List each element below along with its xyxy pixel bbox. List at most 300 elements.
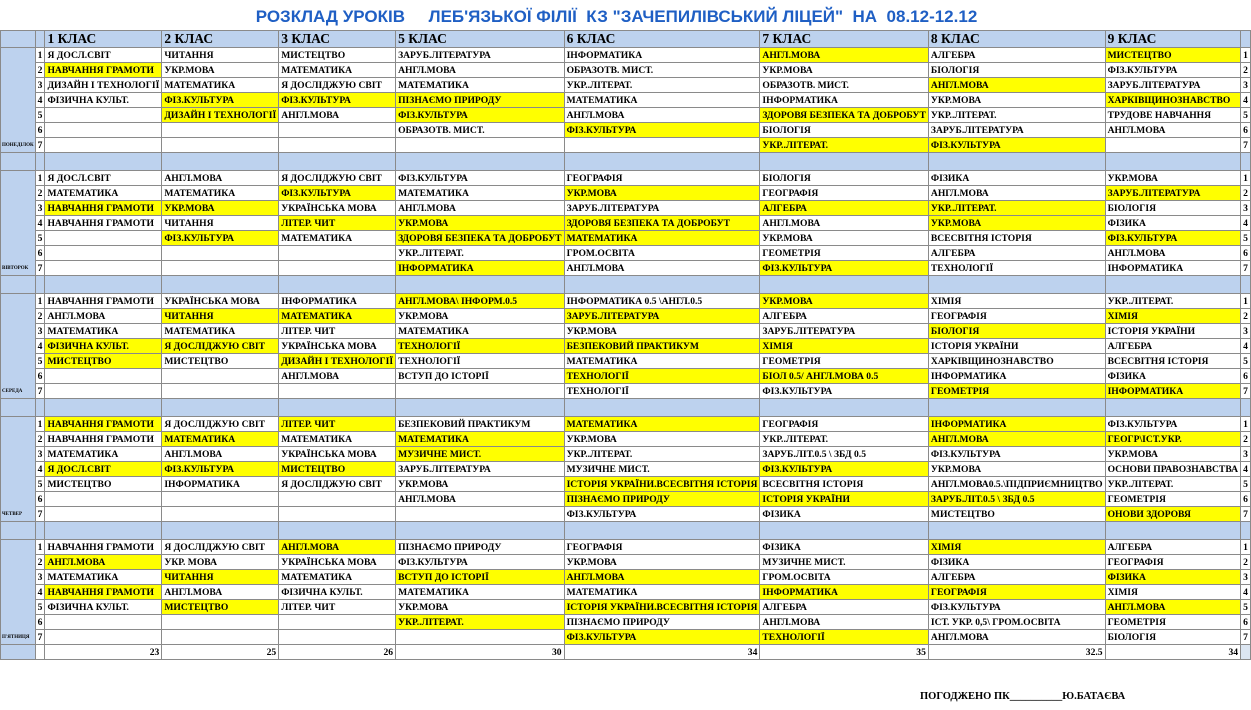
separator-cell xyxy=(396,276,565,294)
class-header: 1 КЛАС xyxy=(45,31,162,48)
lesson-number: 5 xyxy=(1241,231,1251,246)
lesson-cell: БІОЛОГІЯ xyxy=(760,171,929,186)
lesson-number: 1 xyxy=(35,417,45,432)
lesson-cell: ТЕХНОЛОГІЇ xyxy=(396,354,565,369)
lesson-cell: ГЕОГРАФІЯ xyxy=(1105,555,1240,570)
separator-cell xyxy=(35,522,45,540)
lesson-cell: Я ДОСЛІДЖУЮ СВІТ xyxy=(279,171,396,186)
lesson-cell: ГЕОГРАФІЯ xyxy=(760,417,929,432)
lesson-cell: ХІМІЯ xyxy=(928,294,1105,309)
separator-cell xyxy=(279,522,396,540)
lesson-cell: УКР..ЛІТЕРАТ. xyxy=(564,447,760,462)
lesson-cell: ЧИТАННЯ xyxy=(162,216,279,231)
lesson-cell: ГЕОМЕТРІЯ xyxy=(760,246,929,261)
lesson-number: 4 xyxy=(35,462,45,477)
lesson-number: 4 xyxy=(1241,462,1251,477)
lesson-number: 5 xyxy=(35,354,45,369)
lesson-cell: ФІЗ.КУЛЬТУРА xyxy=(279,186,396,201)
separator-cell xyxy=(396,522,565,540)
lesson-number: 7 xyxy=(35,138,45,153)
lesson-cell xyxy=(396,507,565,522)
table-row xyxy=(1,48,1251,63)
lesson-cell: АЛГЕБРА xyxy=(928,570,1105,585)
lesson-number: 5 xyxy=(35,600,45,615)
lesson-cell: ТРУДОВЕ НАВЧАННЯ xyxy=(1105,108,1240,123)
lesson-number: 6 xyxy=(1241,615,1251,630)
lesson-cell: ЗАРУБ.ЛІТЕРАТУРА xyxy=(1105,186,1240,201)
lesson-cell: АНГЛ.МОВА xyxy=(760,216,929,231)
lesson-cell: УКРАЇНСЬКА МОВА xyxy=(279,447,396,462)
lesson-cell: ХІМІЯ xyxy=(760,339,929,354)
lesson-cell: УКРАЇНСЬКА МОВА xyxy=(279,201,396,216)
separator-cell xyxy=(279,276,396,294)
separator-cell xyxy=(564,276,760,294)
lesson-cell: АНГЛ.МОВА xyxy=(928,78,1105,93)
lesson-cell: МАТЕМАТИКА xyxy=(564,231,760,246)
class-header: 7 КЛАС xyxy=(760,31,929,48)
lesson-cell: АЛГЕБРА xyxy=(1105,540,1240,555)
lesson-number: 3 xyxy=(35,201,45,216)
table-row xyxy=(1,78,1251,93)
table-row xyxy=(1,384,1251,399)
lesson-number: 3 xyxy=(1241,78,1251,93)
day-separator xyxy=(1,399,1251,417)
lesson-cell: ІНФОРМАТИКА xyxy=(928,369,1105,384)
lesson-cell: ФІЗИКА xyxy=(760,540,929,555)
separator-cell xyxy=(760,399,929,417)
class-header: 6 КЛАС xyxy=(564,31,760,48)
corner-cell xyxy=(35,31,45,48)
lesson-cell xyxy=(45,492,162,507)
lesson-cell: МАТЕМАТИКА xyxy=(45,324,162,339)
table-row xyxy=(1,186,1251,201)
lesson-cell: МАТЕМАТИКА xyxy=(279,570,396,585)
lesson-cell: ФІЗ.КУЛЬТУРА xyxy=(396,108,565,123)
separator-cell xyxy=(1241,522,1251,540)
hours-total: 34 xyxy=(564,645,760,660)
lesson-number: 7 xyxy=(35,507,45,522)
table-row xyxy=(1,447,1251,462)
lesson-number: 4 xyxy=(35,585,45,600)
hours-total: 35 xyxy=(760,645,929,660)
corner-cell xyxy=(1241,31,1251,48)
lesson-cell: МИСТЕЦТВО xyxy=(162,600,279,615)
lesson-cell: АНГЛ.МОВА xyxy=(279,540,396,555)
lesson-cell: Я ДОСЛІДЖУЮ СВІТ xyxy=(162,540,279,555)
lesson-cell: МАТЕМАТИКА xyxy=(162,186,279,201)
class-header: 9 КЛАС xyxy=(1105,31,1240,48)
lesson-number: 1 xyxy=(35,171,45,186)
lesson-cell xyxy=(45,123,162,138)
separator-cell xyxy=(1241,399,1251,417)
lesson-cell: ФІЗ.КУЛЬТУРА xyxy=(162,462,279,477)
approval-signature: ПОГОДЖЕНО ПК__________Ю.БАТАЄВА xyxy=(920,691,1126,702)
lesson-number: 2 xyxy=(35,186,45,201)
separator-cell xyxy=(760,522,929,540)
lesson-cell: ВСЕСВІТНЯ ІСТОРІЯ xyxy=(1105,354,1240,369)
table-row xyxy=(1,216,1251,231)
lesson-cell: МАТЕМАТИКА xyxy=(162,324,279,339)
lesson-number: 4 xyxy=(35,339,45,354)
lesson-cell: АНГЛ.МОВА xyxy=(928,630,1105,645)
lesson-cell: ЗДОРОВЯ БЕЗПЕКА ТА ДОБРОБУТ xyxy=(564,216,760,231)
separator-cell xyxy=(1105,522,1240,540)
table-row xyxy=(1,354,1251,369)
hours-total: 25 xyxy=(162,645,279,660)
lesson-number: 6 xyxy=(35,369,45,384)
table-row xyxy=(1,570,1251,585)
lesson-cell: АНГЛ.МОВА xyxy=(564,570,760,585)
table-row xyxy=(1,507,1251,522)
lesson-cell: ХІМІЯ xyxy=(1105,309,1240,324)
lesson-number: 5 xyxy=(1241,477,1251,492)
lesson-cell: ІНФОРМАТИКА xyxy=(760,93,929,108)
lesson-cell: ОБРАЗОТВ. МИСТ. xyxy=(760,78,929,93)
lesson-number: 5 xyxy=(1241,354,1251,369)
lesson-cell: ЛІТЕР. ЧИТ xyxy=(279,324,396,339)
lesson-number: 3 xyxy=(35,78,45,93)
lesson-cell: МАТЕМАТИКА xyxy=(396,324,565,339)
lesson-cell: НАВЧАННЯ ГРАМОТИ xyxy=(45,63,162,78)
lesson-number: 7 xyxy=(1241,261,1251,276)
separator-cell xyxy=(564,522,760,540)
lesson-cell: ФІЗ.КУЛЬТУРА xyxy=(928,600,1105,615)
lesson-cell: УКР..ЛІТЕРАТ. xyxy=(1105,477,1240,492)
lesson-cell: УКР..ЛІТЕРАТ. xyxy=(396,615,565,630)
day-label: ЧЕТВЕР xyxy=(1,417,36,522)
lesson-cell: ІСТ. УКР. 0,5\ ГРОМ.ОСВІТА xyxy=(928,615,1105,630)
class-header: 8 КЛАС xyxy=(928,31,1105,48)
lesson-cell: ГЕОГРАФІЯ xyxy=(928,309,1105,324)
lesson-cell: ФІЗ.КУЛЬТУРА xyxy=(760,462,929,477)
separator-cell xyxy=(396,153,565,171)
hours-total: 32.5 xyxy=(928,645,1105,660)
lesson-cell: УКР.МОВА xyxy=(396,477,565,492)
lesson-cell: УКР.МОВА xyxy=(928,462,1105,477)
hours-total: 26 xyxy=(279,645,396,660)
lesson-cell: ДИЗАЙН І ТЕХНОЛОГІЇ xyxy=(45,78,162,93)
separator-cell xyxy=(1241,153,1251,171)
lesson-cell: МАТЕМАТИКА xyxy=(564,93,760,108)
lesson-cell: ЛІТЕР. ЧИТ xyxy=(279,600,396,615)
separator-cell xyxy=(760,276,929,294)
lesson-cell: Я ДОСЛ.СВІТ xyxy=(45,462,162,477)
separator-cell xyxy=(564,153,760,171)
table-row xyxy=(1,93,1251,108)
lesson-cell: АНГЛ.МОВА xyxy=(279,108,396,123)
lesson-cell: ЧИТАННЯ xyxy=(162,48,279,63)
lesson-number: 1 xyxy=(35,294,45,309)
lesson-cell xyxy=(45,507,162,522)
lesson-cell: УКР.МОВА xyxy=(760,231,929,246)
lesson-cell: МАТЕМАТИКА xyxy=(396,78,565,93)
lesson-cell xyxy=(162,384,279,399)
lesson-cell xyxy=(45,369,162,384)
separator-cell xyxy=(1105,399,1240,417)
lesson-number: 6 xyxy=(1241,123,1251,138)
lesson-cell xyxy=(162,138,279,153)
corner-cell xyxy=(1,31,36,48)
lesson-cell xyxy=(564,138,760,153)
lesson-cell: УКР..ЛІТЕРАТ. xyxy=(760,138,929,153)
lesson-cell: ІСТОРІЯ УКРАЇНИ xyxy=(1105,324,1240,339)
lesson-number: 6 xyxy=(1241,246,1251,261)
lesson-cell: УКР.МОВА xyxy=(162,201,279,216)
lesson-number: 6 xyxy=(1241,492,1251,507)
lesson-cell: УКР.МОВА xyxy=(564,324,760,339)
lesson-cell: МАТЕМАТИКА xyxy=(564,585,760,600)
lesson-cell: Я ДОСЛ.СВІТ xyxy=(45,171,162,186)
table-row xyxy=(1,201,1251,216)
lesson-cell: ГЕОГР\ІСТ.УКР. xyxy=(1105,432,1240,447)
separator-cell xyxy=(1241,276,1251,294)
lesson-cell xyxy=(279,261,396,276)
lesson-cell: МАТЕМАТИКА xyxy=(45,447,162,462)
lesson-cell: БІОЛОГІЯ xyxy=(1105,201,1240,216)
lesson-cell: АНГЛ.МОВА xyxy=(1105,246,1240,261)
separator-cell xyxy=(279,153,396,171)
separator-cell xyxy=(1,153,36,171)
lesson-cell: АЛГЕБРА xyxy=(1105,339,1240,354)
lesson-cell: АНГЛ.МОВА xyxy=(45,555,162,570)
lesson-cell: МАТЕМАТИКА xyxy=(45,570,162,585)
lesson-cell: АНГЛ.МОВА xyxy=(928,186,1105,201)
separator-cell xyxy=(928,522,1105,540)
lesson-number: 7 xyxy=(1241,630,1251,645)
lesson-cell: ФІЗ.КУЛЬТУРА xyxy=(928,447,1105,462)
lesson-cell: АНГЛ.МОВА xyxy=(162,171,279,186)
lesson-cell: УКР.МОВА xyxy=(396,216,565,231)
lesson-cell: БЕЗПЕКОВИЙ ПРАКТИКУМ xyxy=(564,339,760,354)
day-separator xyxy=(1,153,1251,171)
lesson-cell: ФІЗИЧНА КУЛЬТ. xyxy=(45,600,162,615)
lesson-cell xyxy=(45,615,162,630)
lesson-cell xyxy=(396,138,565,153)
lesson-cell: ГРОМ.ОСВІТА xyxy=(564,246,760,261)
lesson-cell: МИСТЕЦТВО xyxy=(928,507,1105,522)
lesson-cell: АНГЛ.МОВА\ ІНФОРМ.0.5 xyxy=(396,294,565,309)
lesson-cell: НАВЧАННЯ ГРАМОТИ xyxy=(45,201,162,216)
table-row xyxy=(1,231,1251,246)
lesson-cell: УКР..ЛІТЕРАТ. xyxy=(928,108,1105,123)
lesson-cell: ТЕХНОЛОГІЇ xyxy=(760,630,929,645)
lesson-cell: НАВЧАННЯ ГРАМОТИ xyxy=(45,585,162,600)
lesson-cell: ЧИТАННЯ xyxy=(162,570,279,585)
corner-cell xyxy=(1,645,36,660)
lesson-cell: ФІЗ.КУЛЬТУРА xyxy=(760,261,929,276)
lesson-cell: ЛІТЕР. ЧИТ xyxy=(279,417,396,432)
lesson-number: 3 xyxy=(1241,570,1251,585)
lesson-cell: МАТЕМАТИКА xyxy=(279,309,396,324)
lesson-cell: ЗАРУБ.ЛІТ.0.5 \ ЗБД 0.5 xyxy=(928,492,1105,507)
lesson-cell xyxy=(279,123,396,138)
corner-cell xyxy=(35,645,45,660)
lesson-cell xyxy=(162,369,279,384)
lesson-cell: ДИЗАЙН І ТЕХНОЛОГІЇ xyxy=(279,354,396,369)
separator-cell xyxy=(162,522,279,540)
day-label: СЕРЕДА xyxy=(1,294,36,399)
lesson-number: 7 xyxy=(35,630,45,645)
lesson-number: 6 xyxy=(1241,369,1251,384)
lesson-cell xyxy=(162,615,279,630)
table-row xyxy=(1,138,1251,153)
lesson-cell: ОНОВИ ЗДОРОВЯ xyxy=(1105,507,1240,522)
lesson-cell: МИСТЕЦТВО xyxy=(279,462,396,477)
lesson-cell: АНГЛ.МОВА0.5.\ПІДПРИЄМНИЦТВО xyxy=(928,477,1105,492)
separator-cell xyxy=(1105,276,1240,294)
day-label: ПОНЕДІЛОК xyxy=(1,48,36,153)
lesson-cell: МИСТЕЦТВО xyxy=(45,354,162,369)
lesson-cell: ЛІТЕР. ЧИТ xyxy=(279,216,396,231)
lesson-cell: ЗАРУБ.ЛІТЕРАТУРА xyxy=(564,309,760,324)
lesson-cell: ГЕОМЕТРІЯ xyxy=(928,384,1105,399)
table-row xyxy=(1,417,1251,432)
lesson-cell xyxy=(279,384,396,399)
table-row xyxy=(1,432,1251,447)
lesson-cell: ІСТОРІЯ УКРАЇНИ.ВСЕСВІТНЯ ІСТОРІЯ xyxy=(564,600,760,615)
lesson-number: 6 xyxy=(35,123,45,138)
lesson-cell xyxy=(1105,138,1240,153)
lesson-cell: БІОЛОГІЯ xyxy=(760,123,929,138)
lesson-number: 3 xyxy=(1241,447,1251,462)
lesson-cell: МИСТЕЦТВО xyxy=(1105,48,1240,63)
lesson-cell: НАВЧАННЯ ГРАМОТИ xyxy=(45,540,162,555)
lesson-cell: ГЕОГРАФІЯ xyxy=(564,171,760,186)
separator-cell xyxy=(35,153,45,171)
lesson-cell: УКР..ЛІТЕРАТ. xyxy=(928,201,1105,216)
lesson-cell: ІНФОРМАТИКА xyxy=(162,477,279,492)
lesson-cell: УКР.МОВА xyxy=(564,555,760,570)
lesson-cell: ЗДОРОВЯ БЕЗПЕКА ТА ДОБРОБУТ xyxy=(396,231,565,246)
table-row xyxy=(1,63,1251,78)
lesson-number: 4 xyxy=(35,93,45,108)
table-row xyxy=(1,309,1251,324)
lesson-cell: АЛГЕБРА xyxy=(928,48,1105,63)
lesson-cell: ІСТОРІЯ УКРАЇНИ xyxy=(760,492,929,507)
lesson-cell: МУЗИЧНЕ МИСТ. xyxy=(396,447,565,462)
schedule-table xyxy=(0,30,1251,660)
lesson-cell xyxy=(279,507,396,522)
lesson-cell: ФІЗИКА xyxy=(1105,369,1240,384)
lesson-cell: МАТЕМАТИКА xyxy=(564,354,760,369)
lesson-cell: ІНФОРМАТИКА xyxy=(928,417,1105,432)
lesson-cell: ФІЗ.КУЛЬТУРА xyxy=(1105,231,1240,246)
lesson-cell: ХАРКІВЩИНОЗНАВСТВО xyxy=(928,354,1105,369)
lesson-number: 7 xyxy=(35,261,45,276)
separator-cell xyxy=(760,153,929,171)
lesson-number: 2 xyxy=(35,63,45,78)
table-row xyxy=(1,585,1251,600)
lesson-cell: ФІЗИЧНА КУЛЬТ. xyxy=(45,339,162,354)
lesson-cell: АЛГЕБРА xyxy=(760,600,929,615)
table-row xyxy=(1,294,1251,309)
lesson-cell: АНГЛ.МОВА xyxy=(928,432,1105,447)
separator-cell xyxy=(928,153,1105,171)
lesson-number: 4 xyxy=(1241,339,1251,354)
lesson-cell: ФІЗ.КУЛЬТУРА xyxy=(279,93,396,108)
lesson-number: 1 xyxy=(1241,540,1251,555)
lesson-cell xyxy=(45,384,162,399)
lesson-number: 7 xyxy=(35,384,45,399)
lesson-cell xyxy=(162,123,279,138)
lesson-cell: УКРАЇНСЬКА МОВА xyxy=(279,339,396,354)
day-separator xyxy=(1,276,1251,294)
separator-cell xyxy=(35,399,45,417)
lesson-cell: ФІЗ.КУЛЬТУРА xyxy=(928,138,1105,153)
lesson-number: 1 xyxy=(1241,171,1251,186)
lesson-cell: АНГЛ.МОВА xyxy=(1105,123,1240,138)
lesson-cell: Я ДОСЛІДЖУЮ СВІТ xyxy=(279,477,396,492)
lesson-number: 7 xyxy=(1241,507,1251,522)
lesson-cell: УКР.МОВА xyxy=(396,600,565,615)
lesson-cell xyxy=(279,246,396,261)
lesson-number: 6 xyxy=(35,615,45,630)
lesson-number: 2 xyxy=(1241,63,1251,78)
lesson-cell: МАТЕМАТИКА xyxy=(279,432,396,447)
lesson-cell: ВСТУП ДО ІСТОРІЇ xyxy=(396,570,565,585)
lesson-cell: АНГЛ.МОВА xyxy=(279,369,396,384)
corner-cell xyxy=(1241,645,1251,660)
separator-cell xyxy=(45,399,162,417)
lesson-number: 7 xyxy=(1241,384,1251,399)
lesson-cell: ПІЗНАЄМО ПРИРОДУ xyxy=(564,615,760,630)
header-row xyxy=(1,31,1251,48)
lesson-cell: МАТЕМАТИКА xyxy=(564,417,760,432)
lesson-cell: УКР.МОВА xyxy=(1105,171,1240,186)
lesson-cell: УКР.МОВА xyxy=(396,309,565,324)
lesson-cell: УКР..ЛІТЕРАТ. xyxy=(760,432,929,447)
lesson-cell: НАВЧАННЯ ГРАМОТИ xyxy=(45,294,162,309)
lesson-cell: АНГЛ.МОВА xyxy=(45,309,162,324)
lesson-cell: ВСЕСВІТНЯ ІСТОРІЯ xyxy=(760,477,929,492)
lesson-cell: ЗДОРОВЯ БЕЗПЕКА ТА ДОБРОБУТ xyxy=(760,108,929,123)
lesson-cell: УКР. МОВА xyxy=(162,555,279,570)
lesson-cell: Я ДОСЛ.СВІТ xyxy=(45,48,162,63)
lesson-cell: ФІЗ.КУЛЬТУРА xyxy=(1105,417,1240,432)
lesson-cell: ІНФОРМАТИКА 0.5 \АНГЛ.0.5 xyxy=(564,294,760,309)
lesson-number: 2 xyxy=(35,432,45,447)
lesson-cell: УКРАЇНСЬКА МОВА xyxy=(279,555,396,570)
lesson-cell xyxy=(279,630,396,645)
lesson-cell: ГЕОМЕТРІЯ xyxy=(1105,615,1240,630)
lesson-number: 3 xyxy=(1241,324,1251,339)
table-row xyxy=(1,369,1251,384)
lesson-cell: МИСТЕЦТВО xyxy=(279,48,396,63)
lesson-number: 2 xyxy=(1241,432,1251,447)
lesson-cell: МИСТЕЦТВО xyxy=(45,477,162,492)
lesson-cell: АНГЛ.МОВА xyxy=(396,201,565,216)
lesson-cell: АНГЛ.МОВА xyxy=(162,585,279,600)
lesson-number: 2 xyxy=(1241,309,1251,324)
lesson-cell xyxy=(162,492,279,507)
lesson-cell: ГЕОГРАФІЯ xyxy=(564,540,760,555)
lesson-cell: ІНФОРМАТИКА xyxy=(564,48,760,63)
lesson-number: 5 xyxy=(35,477,45,492)
separator-cell xyxy=(396,399,565,417)
lesson-cell: Я ДОСЛІДЖУЮ СВІТ xyxy=(279,78,396,93)
lesson-cell: ФІЗИКА xyxy=(760,507,929,522)
lesson-number: 1 xyxy=(1241,294,1251,309)
lesson-cell: ФІЗИКА xyxy=(928,171,1105,186)
lesson-cell: АЛГЕБРА xyxy=(760,201,929,216)
lesson-number: 2 xyxy=(35,555,45,570)
lesson-cell: УКР.МОВА xyxy=(162,63,279,78)
lesson-cell: ФІЗ.КУЛЬТУРА xyxy=(396,555,565,570)
lesson-cell: ЗАРУБ.ЛІТЕРАТУРА xyxy=(928,123,1105,138)
separator-cell xyxy=(162,153,279,171)
lesson-number: 5 xyxy=(35,108,45,123)
separator-cell xyxy=(35,276,45,294)
